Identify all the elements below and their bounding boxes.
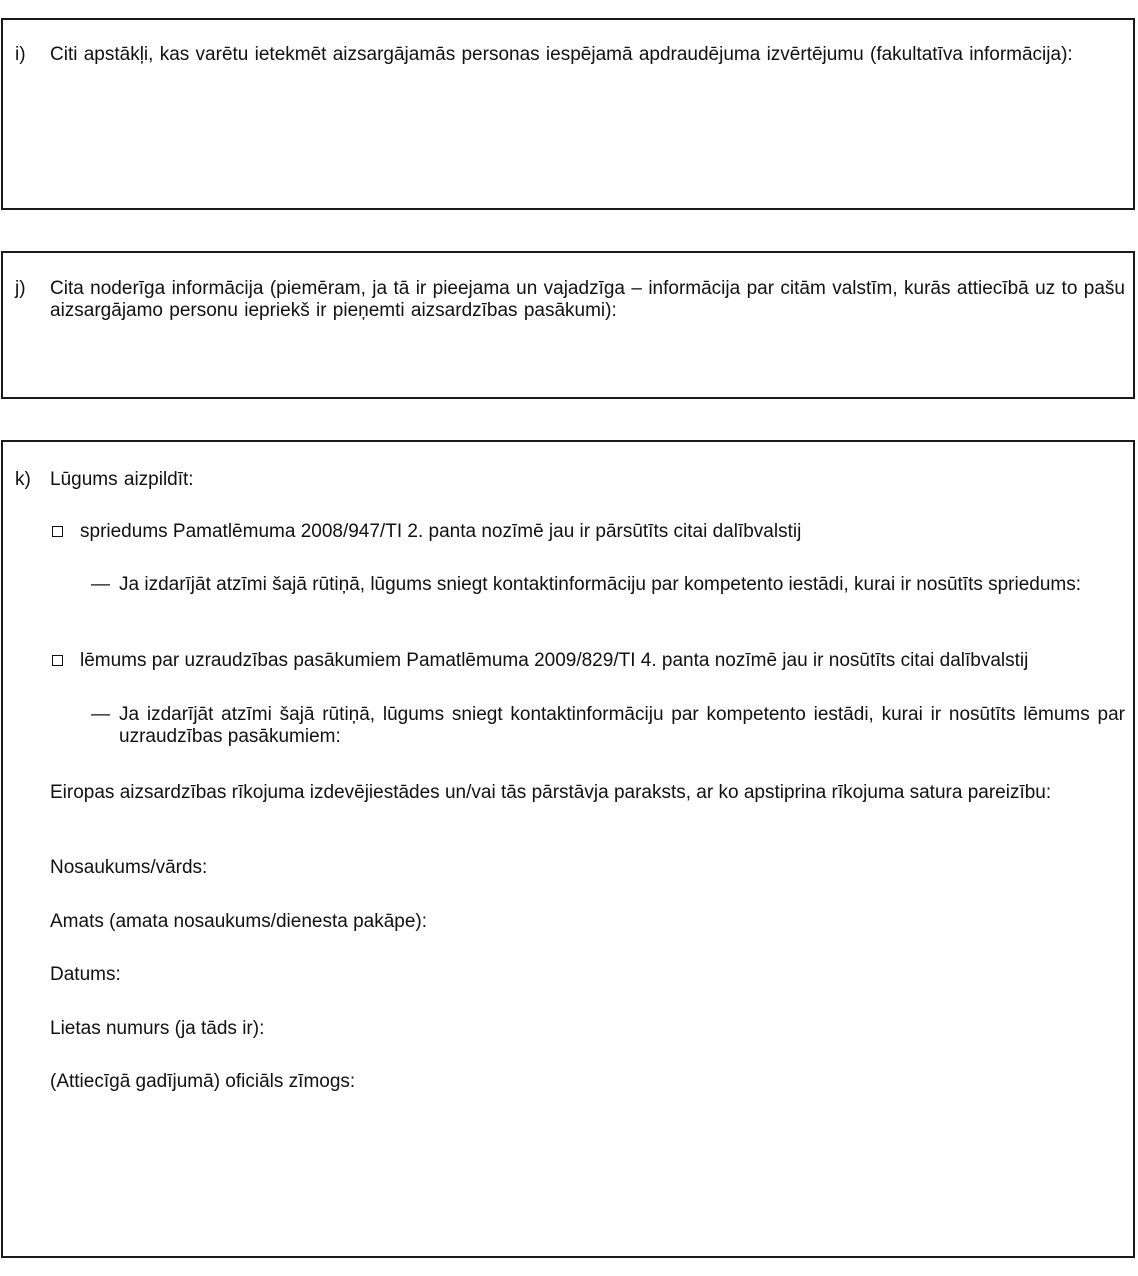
section-k-box (1, 440, 1135, 1258)
section-j-letter: j) (15, 278, 26, 299)
section-i-text: Citi apstākļi, kas varētu ietekmēt aizsargājamās personas iespējamā apdraudējuma izvērtējumu (fakultatīva informācija): (50, 44, 1073, 65)
option2-note-row (91, 704, 1125, 748)
section-k-item (15, 469, 1125, 491)
position-label: Amats (amata nosaukums/dienesta pakāpe): (50, 911, 428, 932)
section-i-item (15, 44, 1125, 66)
option2-dash: — (91, 704, 110, 725)
section-j-text: Cita noderīga informācija (piemēram, ja tā ir pieejama un vajadzīga – informācija par citām valstīm, kurās attiecībā uz to pašu aizsargājamo personu iepriekš ir pieņemti aizsardzības pasākumi): (50, 278, 1125, 321)
signature-text: Eiropas aizsardzības rīkojuma izdevējiestādes un/vai tās pārstāvja paraksts, ar ko apstiprina rīkojuma satura pareizību: (50, 782, 1052, 803)
section-i-letter: i) (15, 44, 26, 65)
option1-row[interactable] (50, 521, 1125, 543)
option1-checkbox[interactable] (52, 526, 63, 537)
option2-note: Ja izdarījāt atzīmi šajā rūtiņā, lūgums sniegt kontaktinformāciju par kompetento iestādi, kurai ir nosūtīts lēmums par uzraudzības pasākumiem: (119, 704, 1125, 747)
section-j-item (15, 278, 1125, 322)
section-j-box (1, 251, 1135, 399)
option2-row[interactable] (50, 650, 1125, 672)
option1-note-row (91, 574, 1125, 596)
section-k-letter: k) (15, 469, 31, 490)
option2-label: lēmums par uzraudzības pasākumiem Pamatlēmuma 2009/829/TI 4. panta nozīmē jau ir nosūtīts citai dalībvalstij (80, 650, 1029, 671)
stamp-label: (Attiecīgā gadījumā) oficiāls zīmogs: (50, 1071, 356, 1092)
option1-note: Ja izdarījāt atzīmi šajā rūtiņā, lūgums sniegt kontaktinformāciju par kompetento iestādi, kurai ir nosūtīts spriedums: (119, 574, 1082, 595)
section-i-box (1, 18, 1135, 210)
file-number-label: Lietas numurs (ja tāds ir): (50, 1018, 265, 1039)
name-label: Nosaukums/vārds: (50, 857, 208, 878)
option1-dash: — (91, 574, 110, 595)
option1-label: spriedums Pamatlēmuma 2008/947/TI 2. panta nozīmē jau ir pārsūtīts citai dalībvalstij (80, 521, 802, 542)
option2-checkbox[interactable] (52, 655, 63, 666)
section-k-title: Lūgums aizpildīt: (50, 469, 194, 490)
date-label: Datums: (50, 964, 121, 985)
